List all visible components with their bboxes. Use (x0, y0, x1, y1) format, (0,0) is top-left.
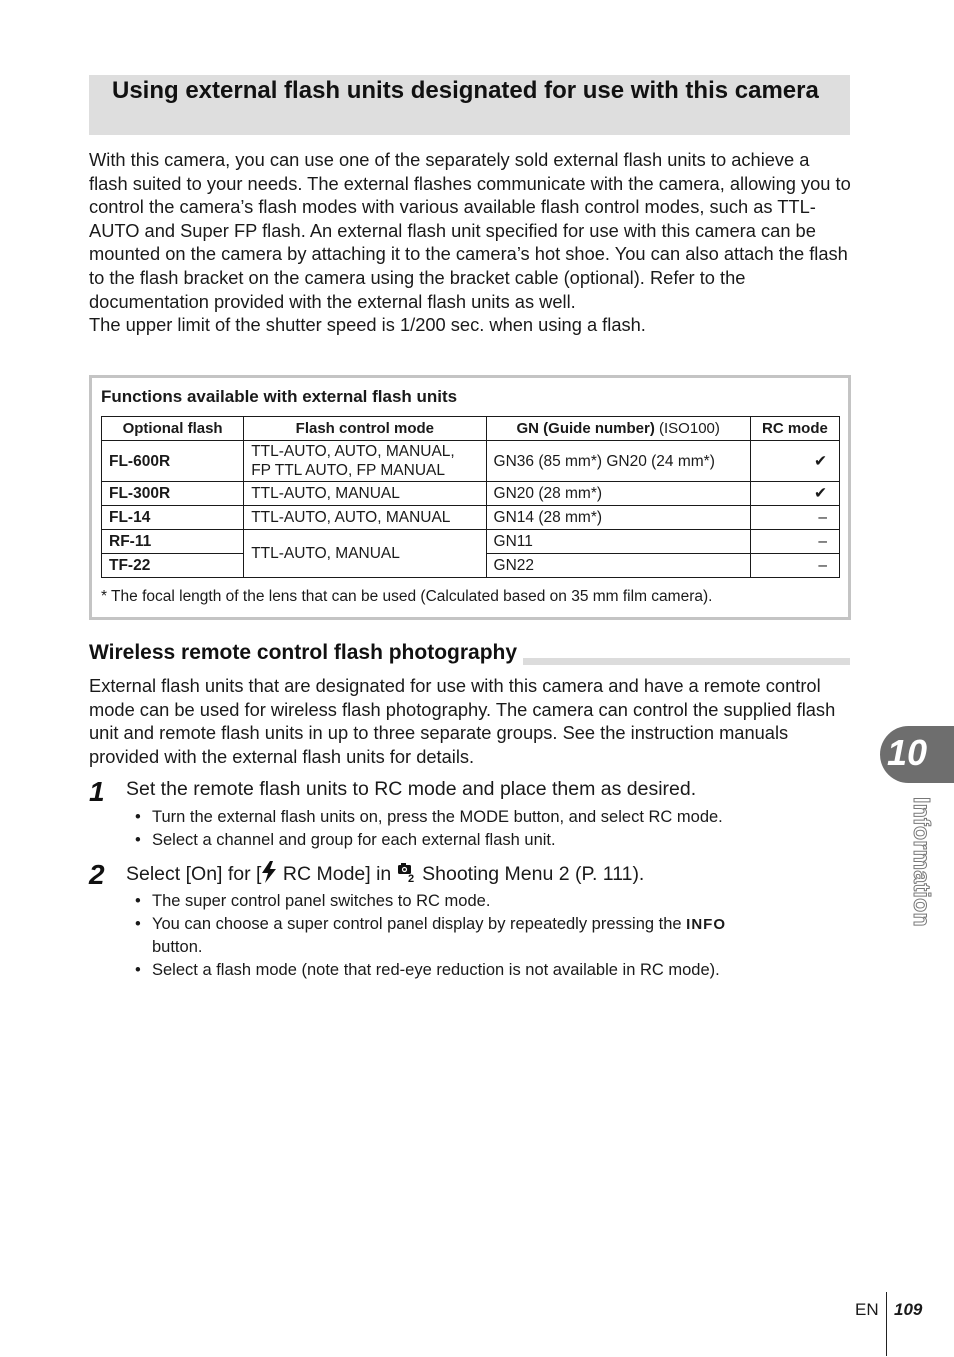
cell-model: FL-14 (102, 506, 244, 530)
step-text-part3: Shooting Menu 2 (P. 111). (416, 863, 645, 885)
title-banner (89, 75, 850, 135)
cell-model: FL-600R (102, 441, 244, 482)
header-optional-flash: Optional flash (102, 417, 244, 441)
cell-mode-merged: TTL-AUTO, MANUAL (244, 530, 486, 578)
wireless-heading: Wireless remote control flash photography (89, 638, 523, 668)
cell-gn: GN36 (85 mm*) GN20 (24 mm*) (486, 441, 750, 482)
flash-icon (261, 861, 277, 889)
page-number: 109 (894, 1300, 923, 1319)
functions-title: Functions available with external flash units (101, 387, 458, 406)
cell-rc: – (750, 554, 839, 578)
header-gn-bold: GN (Guide number) (516, 420, 655, 437)
chapter-number: 10 (887, 732, 928, 773)
chapter-tab (880, 726, 954, 783)
cell-model: RF-11 (102, 530, 244, 554)
table-row (102, 482, 840, 506)
step-text: Set the remote flash units to RC mode and place them as desired. (126, 778, 697, 800)
intro-paragraph: With this camera, you can use one of the separately sold external flash units to achieve a flash suited to your needs. The external flashes communicate with the camera, allowing you to control the camera’s flash modes with various available flash control modes, such as TTL-AUTO and Super FP flash. An external flash unit specified for use with this camera can be mounted on the camera by attaching it to the camera’s hot shoe. You can also attach the flash to the flash bracket on the camera using the bracket cable (optional). Refer to the documentation provided with the external flash units as well. (89, 149, 851, 312)
cell-gn: GN14 (28 mm*) (486, 506, 750, 530)
list-item: • Select a flash mode (note that red-eye reduction is not available in RC mode). (135, 959, 835, 982)
bullet-text: You can choose a super control panel display by repeatedly pressing the (152, 914, 687, 933)
section-heading (89, 638, 850, 666)
header-flash-control-mode: Flash control mode (244, 417, 486, 441)
table-footnote: * The focal length of the lens that can be used (Calculated based on 35 mm film camera). (101, 588, 713, 605)
table-header-row (102, 417, 840, 441)
bullet-text-cont: button. (152, 938, 203, 956)
cell-rc-check-icon: ✔ (750, 441, 839, 482)
table-row (102, 530, 840, 554)
step-2-bullets (135, 890, 835, 981)
footer-language: EN (855, 1300, 879, 1319)
cell-mode: TTL-AUTO, AUTO, MANUAL (244, 506, 486, 530)
cell-rc-check-icon: ✔ (750, 482, 839, 506)
list-item (135, 913, 835, 959)
list-item: • The super control panel switches to RC mode. (135, 890, 835, 913)
step-1-bullets (135, 806, 835, 851)
table-row (102, 506, 840, 530)
wireless-paragraph: External flash units that are designated for use with this camera and have a remote control mode can be used for wireless flash photography. The camera can control the supplied flash unit and remote flash units in up to three separate groups. See the instruction manuals provided with the external flash units for details. (89, 675, 836, 767)
functions-box (89, 375, 851, 620)
info-button-label: INFO (686, 915, 726, 933)
menu-sub-number: 2 (407, 873, 414, 883)
cell-rc: – (750, 506, 839, 530)
cell-mode: TTL-AUTO, MANUAL (244, 482, 486, 506)
cell-rc: – (750, 530, 839, 554)
header-gn-iso: (ISO100) (659, 420, 720, 437)
mode-line2: FP TTL AUTO, FP MANUAL (251, 462, 445, 479)
shooting-menu-icon (397, 861, 417, 889)
flash-table (101, 416, 840, 578)
page-title: Using external flash units designated for use with this camera (112, 77, 819, 104)
list-item: • Turn the external flash units on, press the MODE button, and select RC mode. (135, 806, 835, 829)
cell-model: FL-300R (102, 482, 244, 506)
footer-divider (886, 1292, 887, 1356)
table-row (102, 441, 840, 482)
step-text-part2: RC Mode] in (277, 863, 397, 885)
header-gn (486, 417, 750, 441)
list-item: • Select a channel and group for each external flash unit. (135, 829, 835, 852)
cell-gn: GN22 (486, 554, 750, 578)
intro-section (89, 148, 851, 337)
chapter-label: Information (909, 797, 935, 927)
mode-line1: TTL-AUTO, AUTO, MANUAL, (251, 443, 455, 460)
cell-model: TF-22 (102, 554, 244, 578)
header-rc-mode: RC mode (750, 417, 839, 441)
shutter-note: The upper limit of the shutter speed is 1/200 sec. when using a flash. (89, 314, 646, 336)
step-text-part1: Select [On] for [ (126, 863, 262, 885)
cell-gn: GN20 (28 mm*) (486, 482, 750, 506)
cell-mode (244, 441, 486, 482)
step-text (126, 861, 644, 889)
cell-gn: GN11 (486, 530, 750, 554)
step-number: 1 (89, 776, 105, 807)
step-number: 2 (89, 859, 105, 890)
